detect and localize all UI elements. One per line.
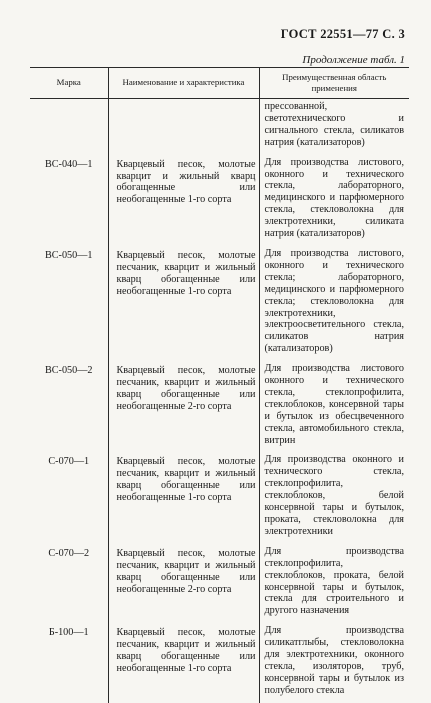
grade-table: [30, 67, 409, 703]
cell-application: Для производства стеклопрофилита, стеклоблоков, проката, белой консервной тары и бутылок, стекла для строительного и другого назначения: [259, 544, 409, 623]
column-header-mark: Марка: [30, 68, 108, 99]
cell-name: Кварцевый песок, молотые песчаник, кварцит и жильный кварц обогащенные или необогащенные 2-го сорта: [108, 361, 259, 452]
cell-mark: ВС-050—2: [44, 365, 93, 377]
cell-application: Для производства листового, оконного и технического стекла, лабораторного, медицинского и парфюмерного стекла, стекловолокна для электротехники, силиката натрия (катализаторов): [259, 155, 409, 246]
table-row: [30, 155, 409, 246]
table-continuation-note: Продолжение табл. 1: [302, 54, 405, 66]
table-header-row: [30, 68, 409, 99]
table-row: [30, 623, 409, 702]
cell-mark: Б-100—1: [48, 627, 89, 639]
cell-name: Кварцевый песок, молотые кварцит и жильный кварц обогащенные или необогащенные 1-го сорта: [108, 155, 259, 246]
cell-application: Для производства листового, оконного и технического стекла; лабораторного, медицинского и парфюмерного стекла; стекловолокна для электротехники, электроосветительного стекла, силикатов натрия (катализаторов): [259, 246, 409, 361]
cell-application: Для производства оконного и технического стекла, стеклопрофилита, стеклоблоков, белой консервной тары и бутылок, проката, стекловолокна для электротехники: [259, 452, 409, 543]
cell-mark: С-070—1: [48, 456, 90, 468]
cell-mark: ВС-050—1: [44, 249, 93, 261]
table-row: [30, 99, 409, 155]
cell-name: Кварцевый песок, молотые песчаник, кварцит и жильный кварц обогащенные или необогащенные 1-го сорта: [108, 623, 259, 702]
table-row: [30, 544, 409, 623]
table-row: [30, 246, 409, 361]
column-header-name: Наименование и характеристика: [108, 68, 259, 99]
cell-application: Для производства силикатглыбы, стекловолокна для электротехники, оконного стекла, изоляторов, труб, консервной тары и бутылок из полубелого стекла: [259, 623, 409, 702]
cell-mark: С-070—2: [48, 547, 90, 559]
table-row: [30, 452, 409, 543]
cell-application: Для производства листового оконного и технического стекла, стеклопрофилита, стеклоблоков, консервной тары и бутылок из обесцвеченного стекла, автомобильного стекла, витрин: [259, 361, 409, 452]
cell-mark: ВС-040—1: [44, 158, 93, 170]
column-header-application: Преимущественная область применения: [259, 68, 409, 99]
cell-name: Кварцевый песок, молотые песчаник, кварцит и жильный кварц обогащенные или необогащенные 1-го сорта: [108, 246, 259, 361]
cell-application: прессованной, светотехнического и сигнального стекла, силикатов натрия (катализаторов): [259, 99, 409, 155]
table-row: [30, 361, 409, 452]
cell-name: Кварцевый песок, молотые песчаник, кварцит и жильный кварц обогащенные или необогащенные 1-го сорта: [108, 452, 259, 543]
page-header: ГОСТ 22551—77 С. 3: [280, 27, 405, 41]
cell-name: Кварцевый песок, молотые песчаник, кварцит и жильный кварц обогащенные или необогащенные 2-го сорта: [108, 544, 259, 623]
